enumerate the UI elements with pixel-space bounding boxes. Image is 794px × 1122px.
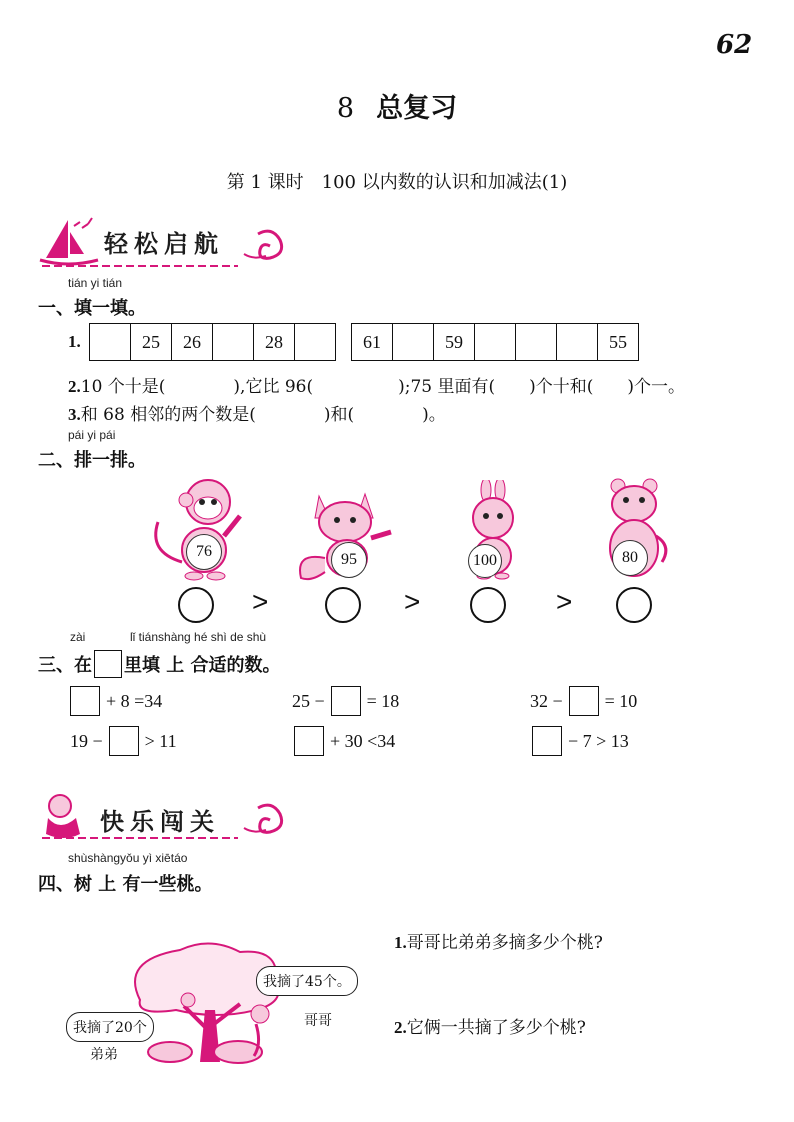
grid2-cell: 59 [434, 324, 475, 360]
little-brother-label: 弟弟 [90, 1047, 118, 1063]
grid1-cell: 26 [172, 324, 213, 360]
eq6-after: − 7 > 13 [568, 730, 629, 751]
monkey-figure [150, 476, 250, 581]
grid1-cell: 28 [254, 324, 295, 360]
peach-tree-illustration [60, 940, 370, 1070]
sec2-heading: 二、排一排。 [38, 450, 146, 471]
grid1-cell: 25 [131, 324, 172, 360]
eq4-before: 19 − [70, 730, 103, 751]
sec3-heading-b: 里填 上 合适的数。 [124, 655, 281, 676]
grid2-cell[interactable] [516, 324, 557, 360]
answer-box[interactable] [532, 726, 562, 756]
answer-box[interactable] [331, 686, 361, 716]
grid2-cell[interactable] [393, 324, 434, 360]
q2-label: 2. [68, 377, 81, 396]
sec3-heading [38, 650, 281, 678]
sec3-pinyin-1: zài [70, 630, 86, 644]
number-grid-2 [351, 323, 639, 361]
monkey-number: 76 [186, 534, 222, 570]
rabbit-figure [458, 480, 528, 580]
answer-box[interactable] [70, 686, 100, 716]
grid2-cell: 61 [352, 324, 393, 360]
eq2-after: = 18 [366, 690, 400, 711]
grid1-cell[interactable] [90, 324, 131, 360]
q42-text: 它俩一共摘了多少个桃? [406, 1018, 586, 1038]
eq5-after: + 30 <34 [330, 730, 396, 751]
q41-text: 哥哥比弟弟多摘多少个桃? [406, 933, 603, 953]
question-3 [68, 400, 446, 425]
sec1-heading: 一、填一填。 [38, 298, 146, 319]
lesson-title: 第 1 课时 100 以内数的认识和加减法(1) [226, 172, 568, 193]
swirl-ornament-icon [244, 805, 282, 832]
chapter-name: 总复习 [376, 93, 458, 124]
big-brother-label: 哥哥 [304, 1013, 332, 1029]
little-brother-speech: 我摘了20个 [66, 1012, 154, 1042]
sec3-heading-a: 三、在 [38, 655, 92, 676]
sec4-pinyin: shùshàngyǒu yì xiētáo [68, 851, 188, 865]
question-4-2 [394, 1013, 586, 1038]
q1-label: 1. [68, 332, 81, 351]
eq2-before: 25 − [292, 690, 325, 711]
question-4-1 [394, 928, 603, 953]
fox-figure [295, 488, 395, 583]
question-2 [68, 372, 685, 397]
order-circle[interactable] [616, 587, 652, 623]
equation-5 [294, 726, 395, 756]
order-circle[interactable] [470, 587, 506, 623]
bear-number: 80 [612, 540, 648, 576]
answer-box[interactable] [109, 726, 139, 756]
order-circle[interactable] [178, 587, 214, 623]
swirl-ornament-icon [244, 231, 282, 258]
banner-easy-start [38, 214, 288, 270]
greater-than-sign: > [404, 586, 421, 617]
order-circle[interactable] [325, 587, 361, 623]
equation-3 [530, 686, 637, 716]
answer-box[interactable] [569, 686, 599, 716]
q42-label: 2. [394, 1018, 407, 1037]
fox-number: 95 [331, 542, 367, 578]
banner1-title: 轻松启航 [104, 229, 224, 258]
chapter-title [0, 86, 794, 125]
eq1-after: + 8 =34 [106, 690, 163, 711]
sec2-pinyin: pái yi pái [68, 428, 116, 442]
q41-label: 1. [394, 933, 407, 952]
equation-1 [70, 686, 162, 716]
big-brother-speech: 我摘了45个。 [256, 966, 358, 996]
answer-box[interactable] [294, 726, 324, 756]
rabbit-number: 100 [468, 544, 502, 578]
grid1-cell[interactable] [213, 324, 254, 360]
eq3-after: = 10 [604, 690, 638, 711]
eq3-before: 32 − [530, 690, 563, 711]
grid2-cell: 55 [609, 331, 627, 352]
q3-text: 和 68 相邻的两个数是( )和( )。 [80, 405, 446, 425]
grid2-cell[interactable] [475, 324, 516, 360]
equation-6 [532, 726, 629, 756]
number-grid-1 [89, 323, 336, 361]
q3-label: 3. [68, 405, 81, 424]
greater-than-sign: > [556, 586, 573, 617]
q2-text: 10 个十是( ),它比 96( );75 里面有( )个十和( )个一。 [80, 377, 686, 397]
chapter-number: 8 [336, 93, 355, 124]
banner2-title: 快乐闯关 [100, 807, 220, 836]
sec4-heading: 四、树 上 有一些桃。 [38, 874, 213, 895]
grid2-cell[interactable] [557, 324, 598, 360]
eq4-after: > 11 [144, 730, 177, 751]
sec3-pinyin-2: lǐ tiánshàng hé shì de shù [130, 630, 267, 644]
banner-happy-challenge [38, 792, 288, 844]
equation-4 [70, 726, 177, 756]
grid1-cell[interactable] [295, 324, 335, 360]
equation-2 [292, 686, 399, 716]
bear-figure [600, 476, 672, 581]
sec1-pinyin: tián yi tián [68, 276, 123, 290]
page-number: 62 [716, 30, 753, 60]
greater-than-sign: > [252, 586, 269, 617]
heading-box-icon [94, 650, 122, 678]
